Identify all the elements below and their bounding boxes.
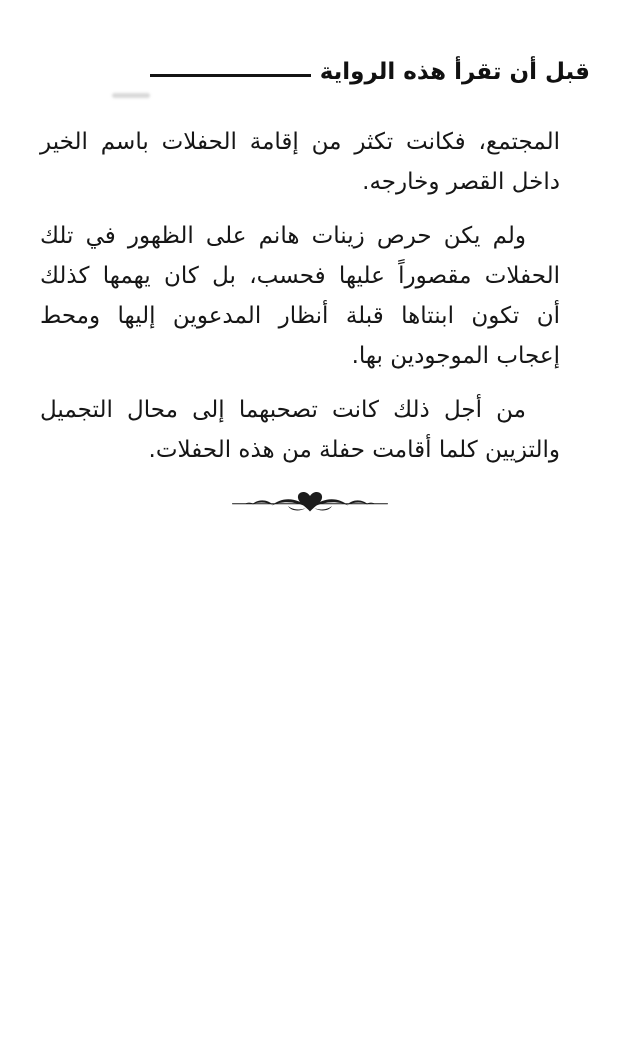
- text-line: أن تكون ابنتاها قبلة أنظار المدعوين إليها ومحط: [40, 303, 560, 329]
- paragraph: [40, 216, 560, 376]
- text-line: إعجاب الموجودين بها.: [351, 343, 560, 369]
- scan-artifact: [112, 93, 150, 98]
- body-text: [40, 122, 560, 470]
- text-line: ولم يكن حرص زينات هانم على الظهور في تلك: [40, 223, 526, 249]
- paragraph: [40, 390, 560, 470]
- running-header: [150, 52, 590, 92]
- calligraphic-divider-icon: [230, 493, 390, 512]
- text-line: من أجل ذلك كانت تصحبهما إلى محال التجميل: [40, 397, 526, 423]
- text-line: والتزيين كلما أقامت حفلة من هذه الحفلات.: [148, 437, 560, 463]
- header-rule: [150, 74, 311, 77]
- text-line: الحفلات مقصوراً عليها فحسب، بل كان يهمها كذلك: [40, 263, 560, 289]
- text-line: المجتمع، فكانت تكثر من إقامة الحفلات باسم الخير: [40, 129, 560, 155]
- page-title: قبل أن تقرأ هذه الرواية: [319, 59, 590, 85]
- section-end-ornament: [0, 486, 620, 520]
- paragraph: [40, 122, 560, 202]
- text-line: داخل القصر وخارجه.: [362, 169, 560, 195]
